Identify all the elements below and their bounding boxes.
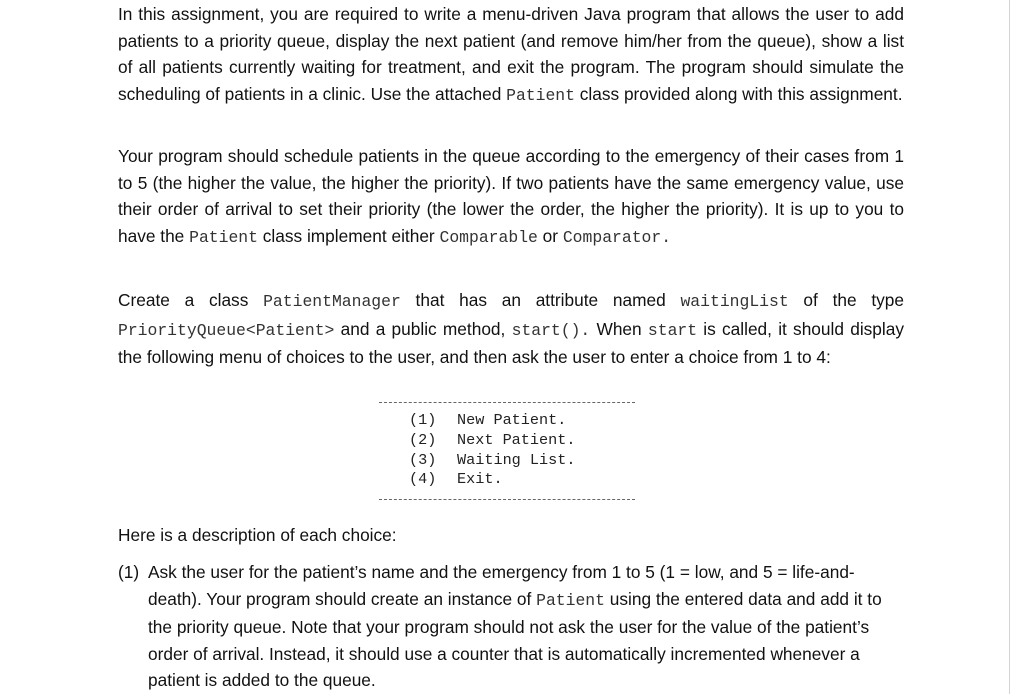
manager-paragraph [118,287,904,371]
menu-item-number: (1) [409,411,437,429]
menu-item-label: Next Patient. [457,430,576,449]
intro-text: In this assignment, you are required to write a menu-driven Java program that allows the user to add patients to a priority queue, display the next patient (and remove him/her from the queue), show a list of all patients currently waiting for treatment, and exit the program. The program should simulate the scheduling of patients in a clinic. Use the attached [118,4,904,104]
choice-1-marker: (1) [118,562,140,582]
scheduling-paragraph [118,143,904,251]
patient-class-code: Patient [189,227,258,247]
scheduling-text-3: or [537,225,563,246]
manager-text-5: When [590,318,648,339]
menu-item-label: Exit. [457,470,503,489]
choice-1-description [118,559,904,694]
choice-1-text-part2: using the entered data and add it to the priority queue. Note that your program should not ask the user for the value of the patient’s order of arrival. Instead, it should use a counter that is automatically incremented whenever a patient is added to the queue. [148,588,882,691]
scheduling-text: Your program should schedule patients in the queue according to the emergency of their cases from 1 to 5 (the higher the value, the higher the priority). If two patients have the same emergency value, use their order of arrival to set their priority (the lower the order, the higher the priority). It is up to you to have the [118,146,904,246]
manager-text-3: of the type [788,290,904,310]
manager-text-2: that has an attribute named [400,290,681,310]
manager-text: Create a class [118,290,264,310]
choice-1-text-part1: Ask the user for the patient’s name and the emergency from 1 to 5 (1 = low, and 5 = life-and-death). Your program should create an instance of [148,562,855,609]
scheduling-text-2: class implement either [257,225,440,246]
start-code: start [647,320,698,340]
patient-class-code: Patient [536,590,605,610]
patient-manager-code: PatientManager [263,292,401,311]
intro-paragraph [118,1,904,109]
menu-item-next-patient [409,431,635,451]
menu-list [379,403,635,490]
menu-item-number: (2) [409,430,437,449]
manager-text-4: and a public method, [334,318,512,339]
menu-item-label: Waiting List. [457,450,576,469]
start-method-code: start(). [511,320,591,340]
comparable-code: Comparable [439,227,538,247]
menu-block [379,398,635,500]
patient-class-code: Patient [506,85,575,105]
choice-1-text [148,559,888,694]
priority-queue-code: PriorityQueue<Patient> [118,320,335,340]
menu-item-number: (3) [409,450,437,469]
description-heading: Here is a description of each choice: [118,525,397,545]
menu-item-label: New Patient. [457,411,567,429]
menu-item-exit [409,470,635,490]
menu-item-number: (4) [409,470,437,489]
waiting-list-code: waitingList [680,292,789,311]
menu-item-waiting-list [409,451,635,471]
comparator-code: Comparator. [562,227,672,247]
menu-item-new-patient [409,411,635,431]
intro-text-end: class provided along with this assignment. [574,83,903,104]
menu-bottom-divider [379,499,635,500]
manager-text-6: is called, it should display the following menu of choices to the user, and then ask the user to enter a choice from 1 to 4: [118,318,904,368]
page-edge-line [1009,0,1010,694]
